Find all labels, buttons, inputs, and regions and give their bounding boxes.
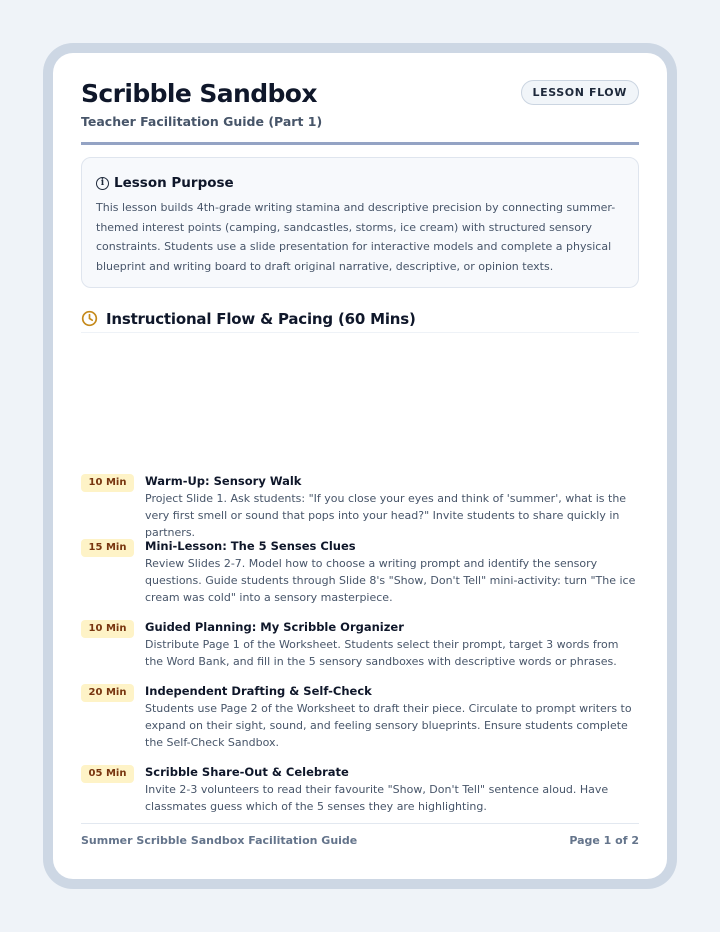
time-pill: 10 Min xyxy=(81,620,134,638)
flow-step-title: Warm-Up: Sensory Walk xyxy=(145,474,302,488)
clock-icon xyxy=(81,310,98,327)
flow-step-title: Scribble Share-Out & Celebrate xyxy=(145,765,349,779)
lesson-purpose-body: This lesson builds 4th-grade writing stamina and descriptive precision by connecting summer-themed interest points (camping, sandcastles, storms, ice cream) with structured sensory constraints. Students use a slide presentation for interactive models and complete a physical blueprint and writing board to draft original narrative, descriptive, or opinion texts. xyxy=(96,201,616,273)
header-divider xyxy=(81,142,639,145)
lesson-flow-badge: LESSON FLOW xyxy=(521,80,639,105)
flow-step-description: Project Slide 1. Ask students: "If you close your eyes and think of 'summer', what is the very first smell or sound that pops into your head?" Invite students to share quickly in partners. xyxy=(145,492,627,539)
instructional-flow-title: Instructional Flow & Pacing (60 Mins) xyxy=(106,309,416,328)
info-icon: i xyxy=(96,177,109,190)
time-pill: 05 Min xyxy=(81,765,134,783)
flow-step-description: Invite 2-3 volunteers to read their favourite "Show, Don't Tell" sentence aloud. Have classmates guess which of the 5 senses they are highlighting. xyxy=(145,783,609,813)
flow-step-title: Independent Drafting & Self-Check xyxy=(145,684,372,698)
flow-step-text xyxy=(145,764,639,815)
page-title: Scribble Sandbox xyxy=(81,79,317,108)
flow-step-title: Guided Planning: My Scribble Organizer xyxy=(145,620,404,634)
time-pill: 10 Min xyxy=(81,474,134,492)
flow-step-description: Review Slides 2-7. Model how to choose a writing prompt and identify the sensory questions. Guide students through Slide 8's "Show, Don't Tell" mini-activity: turn "The ice cream was cold" into a sensory masterpiece. xyxy=(145,557,636,604)
page-subtitle: Teacher Facilitation Guide (Part 1) xyxy=(81,114,323,129)
flow-step xyxy=(81,683,639,751)
footer-guide-name: Summer Scribble Sandbox Facilitation Guide xyxy=(81,834,358,847)
flow-step-text xyxy=(145,683,639,751)
flow-step xyxy=(81,619,639,670)
footer-divider xyxy=(81,823,639,824)
flow-step xyxy=(81,473,639,541)
lesson-purpose-box xyxy=(81,157,639,288)
time-pill: 20 Min xyxy=(81,684,134,702)
flow-step-description: Distribute Page 1 of the Worksheet. Students select their prompt, target 3 words from the Word Bank, and fill in the 5 sensory sandboxes with descriptive words or phrases. xyxy=(145,638,619,668)
flow-step-description: Students use Page 2 of the Worksheet to draft their piece. Circulate to prompt writers to expand on their sight, sound, and feeling sensory blueprints. Ensure students complete the Self-Check Sandbox. xyxy=(145,702,632,749)
footer-page-number: Page 1 of 2 xyxy=(569,834,639,847)
flow-step xyxy=(81,764,639,815)
flow-step xyxy=(81,538,639,606)
flow-step-title: Mini-Lesson: The 5 Senses Clues xyxy=(145,539,356,553)
flow-step-text xyxy=(145,619,639,670)
document-page xyxy=(53,53,667,879)
time-pill: 15 Min xyxy=(81,539,134,557)
flow-step-text xyxy=(145,473,639,541)
flow-step-text xyxy=(145,538,639,606)
lesson-purpose-header xyxy=(96,173,624,193)
lesson-purpose-title: Lesson Purpose xyxy=(114,175,234,191)
instructional-flow-header xyxy=(81,305,639,333)
